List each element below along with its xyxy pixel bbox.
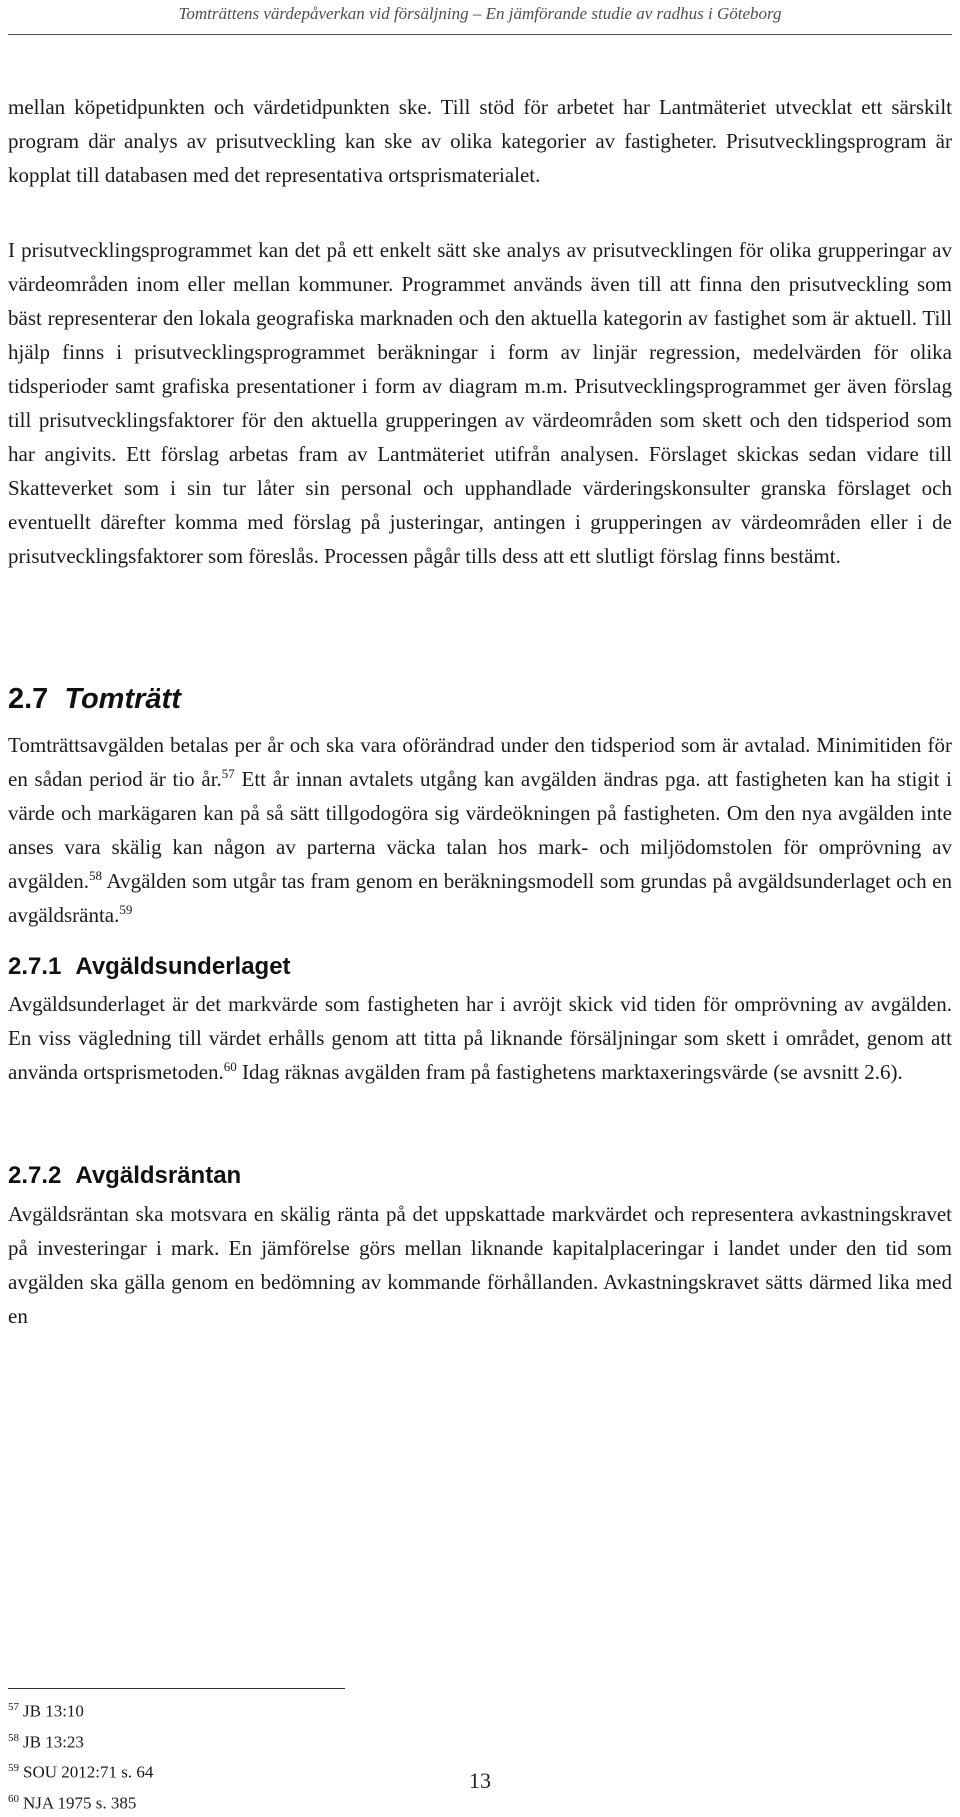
paragraph-avgaldsrantan: Avgäldsräntan ska motsvara en skälig ränta på det uppskattade markvärdet och representera avkastningskravet på investeringar i mark. En jämförelse görs mellan liknande kapitalplaceringar i landet under den tid som avgälden ska gälla genom en bedömning av kommande förhållanden. Avkastningskravet sätts därmed lika med en — [8, 1202, 952, 1328]
footnotes-list — [8, 1694, 608, 1817]
header-divider — [8, 34, 952, 35]
section-title: Avgäldsräntan — [75, 1162, 242, 1189]
footnote-59: $^{59}$ SOU 2012:71 s. 64 — [8, 1762, 154, 1782]
section-number: 2.7.2 — [8, 1162, 62, 1189]
footnote-divider — [8, 1688, 345, 1689]
footnote-ref-58[interactable]: 58 — [89, 868, 103, 883]
section-number: 2.7 — [8, 683, 49, 715]
footnote-ref-57[interactable]: 57 — [221, 766, 235, 781]
footnote-ref-59[interactable]: 59 — [119, 902, 133, 917]
section-heading-2-7-2 — [8, 1162, 952, 1190]
section-title: Avgäldsunderlaget — [75, 953, 291, 980]
section-title: Tomträtt — [64, 683, 181, 715]
paragraph-prisutveckling-intro: mellan köpetidpunkten och värdetidpunkten ske. Till stöd för arbetet har Lantmäteriet utvecklat ett särskilt program där analys av prisutveckling kan ske av olika kategorier av fastigheter. Prisutvecklingsprogram är kopplat till databasen med det representativa ortsprismaterialet. — [8, 95, 952, 187]
page-number: 13 — [469, 1768, 491, 1793]
footnote-57: $^{57}$ JB 13:10 — [8, 1701, 84, 1721]
section-heading-2-7 — [8, 683, 952, 716]
section-number: 2.7.1 — [8, 953, 62, 980]
running-header: Tomträttens värdepåverkan vid försäljning – En jämförande studie av radhus i Göteborg — [178, 4, 782, 23]
footnote-58: $^{58}$ JB 13:23 — [8, 1731, 84, 1752]
footnote-60: $^{60}$ NJA 1975 s. 385 — [8, 1792, 137, 1813]
footnote-ref-60[interactable]: 60 — [223, 1059, 237, 1074]
paragraph-avgaldsunderlaget: Avgäldsunderlaget är det markvärde som fastigheten har i avröjt skick vid tiden för omprövning av avgälden. En viss vägledning till värdet erhålls genom att titta på liknande försäljningar som skett i området, genom att använda ortsprismetoden.$^{60}$ Idag räknas avgälden fram på fastighetens marktaxeringsvärde (se avsnitt 2.6). — [8, 992, 952, 1084]
section-heading-2-7-1 — [8, 953, 952, 981]
paragraph-prisutvecklingsprogram: I prisutvecklingsprogrammet kan det på ett enkelt sätt ske analys av prisutvecklingen för olika grupperingar av värdeområden inom eller mellan kommuner. Programmet används även till att finna den prisutveckling som bäst representerar den lokala geografiska marknaden och den aktuella kategorin av fastighet som är aktuell. Till hjälp finns i prisutvecklingsprogrammet beräkningar i form av linjär regression, medelvärden för olika tidsperioder samt grafiska presentationer i form av diagram m.m. Prisutvecklingsprogrammet ger även förslag till prisutvecklingsfaktorer för den aktuella grupperingen av värdeområden som skett och den tidsperiod som har angivits. Ett förslag arbetas fram av Lantmäteriet utifrån analysen. Förslaget skickas sedan vidare till Skatteverket som i sin tur låter sin personal och upphandlade värderingskonsulter granska förslaget och eventuellt därefter komma med förslag på justeringar, antingen i grupperingen av värdeområden eller i de prisutvecklingsfaktorer som föreslås. Processen pågår tills dess att ett slutligt förslag finns bestämt. — [8, 238, 952, 568]
paragraph-tomtratt: Tomträttsavgälden betalas per år och ska vara oförändrad under den tidsperiod som är avtalad. Minimitiden för en sådan period är tio år.$^{57}$ Ett år innan avtalets utgång kan avgälden ändras pga. att fastigheten kan ha stigit i värde och markägaren kan på så sätt tillgodogöra sig värdeökningen på fastigheten. Om den nya avgälden inte anses vara skälig kan någon av parterna väcka talan hos mark- och miljödomstolen för omprövning av avgälden.$^{58}$ Avgälden som utgår tas fram genom en beräkningsmodell som grundas på avgäldsunderlaget och en avgäldsränta.$^{59}$ — [8, 733, 952, 927]
